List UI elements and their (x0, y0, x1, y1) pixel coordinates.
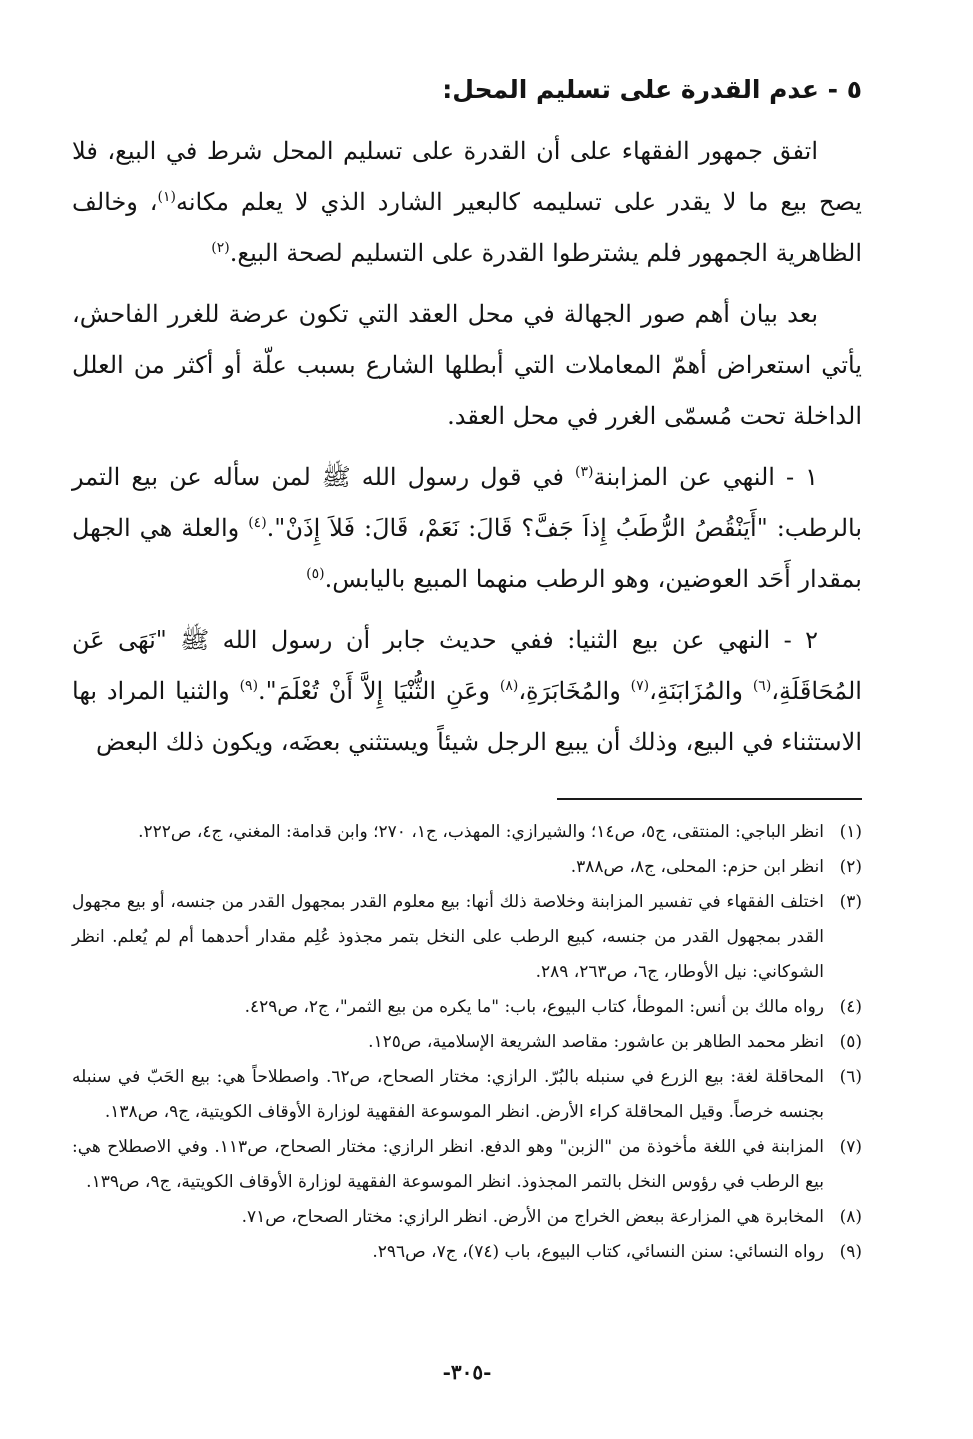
paragraph-text: والمُخَابَرَةِ، (518, 677, 631, 705)
footnote-divider (557, 798, 862, 800)
footnote-text: المحاقلة لغة: بيع الزرع في سنبله بالبُرّ. الرازي: مختار الصحاح، ص٦٢. واصطلاحاً هي: بيع الحَبّ في سنبله بجنسه خرصاً. وقيل المحاقلة كراء الأرض. انظر الموسوعة الفقهية لوزارة الأوقاف الكويتية، ج٩، ص١٣٨. (72, 1067, 825, 1122)
paragraph-text: اتفق جمهور الفقهاء على أن القدرة على تسليم المحل شرط في البيع، فلا يصح بيع ما لا يقدر على تسليمه كالبعير الشارد الذي لا يعلم مكانه (72, 137, 862, 216)
footnote-item (72, 885, 862, 990)
footnote-text: رواه النسائي: سنن النسائي، كتاب البيوع، باب (٧٤)، ج٧، ص٢٩٦. (372, 1242, 824, 1262)
paragraph-text: وعَنِ الثُّنْيَا إِلاَّ أَنْ تُعْلَمَ". (258, 677, 500, 705)
footnote-number: (٨) (839, 1207, 862, 1227)
footnote-item (72, 1235, 862, 1270)
paragraph-text: والمُزَابَنَةِ، (649, 677, 753, 705)
footnote-ref[interactable]: (٥) (306, 566, 325, 582)
paragraph-text: ٢ - النهي عن بيع الثنيا: ففي حديث جابر أن رسول الله ﷺ "نَهَى عَن المُحَاقَلَةِ، (72, 626, 862, 705)
footnote-ref[interactable]: (٨) (499, 678, 519, 694)
footnote-item (72, 815, 862, 850)
footnote-number: (٦) (839, 1067, 862, 1087)
paragraph-text: والثنيا المراد بها الاستثناء في البيع، وذلك أن يبيع الرجل شيئاً ويستثني بعضَه، ويكون ذلك البعض (72, 677, 862, 756)
footnote-text: المزابنة في اللغة مأخوذة من "الزبن" وهو الدفع. انظر الرازي: مختار الصحاح، ص١١٣. وفي الاصطلاح هي: بيع الرطب في رؤوس النخل بالتمر المجذوذ. انظر الموسوعة الفقهية لوزارة الأوقاف الكويتية، ج٩، ص١٣٩. (72, 1137, 824, 1192)
footnotes (72, 815, 862, 1270)
footnote-item (72, 1200, 862, 1235)
footnote-text: المخابرة هي المزارعة ببعض الخراج من الأرض. انظر الرازي: مختار الصحاح، ص٧١. (241, 1207, 824, 1227)
footnote-ref[interactable]: (٣) (575, 464, 594, 480)
paragraph-2 (72, 289, 862, 442)
footnote-ref[interactable]: (١) (157, 189, 176, 205)
footnote-number: (٣) (839, 892, 862, 912)
footnote-text: انظر ابن حزم: المحلى، ج٨، ص٣٨٨. (570, 857, 824, 877)
footnote-number: (١) (839, 822, 862, 842)
footnote-item (72, 1060, 862, 1130)
paragraph-text: ، وخالف الظاهرية الجمهور فلم يشترطوا القدرة على التسليم لصحة البيع. (72, 188, 862, 267)
footnote-number: (٧) (839, 1137, 862, 1157)
paragraph-text: والعلة هي الجهل بمقدار أَحَد العوضين، وهو الرطب منهما المبيع باليابس. (72, 514, 862, 593)
section-heading: ٥ - عدم القدرة على تسليم المحل: (442, 75, 862, 104)
footnote-text: رواه مالك بن أنس: الموطأ، كتاب البيوع، باب: "ما يكره من بيع الثمر"، ج٢، ص٤٢٩. (244, 997, 824, 1017)
paragraph-text: في قول رسول الله ﷺ لمن سأله عن بيع التمر بالرطب: "أَيَنْقُصُ الرُّطَبُ إِذاَ جَفَّ؟ قَالَ: نَعَمْ، قَالَ: فَلاَ إِذَنْ". (72, 463, 863, 542)
book-page (72, 70, 862, 1410)
paragraph-4 (72, 615, 862, 768)
footnote-item (72, 850, 862, 885)
footnote-ref[interactable]: (٦) (752, 678, 772, 694)
footnote-item (72, 1025, 862, 1060)
footnote-ref[interactable]: (٩) (239, 678, 259, 694)
footnote-number: (٥) (839, 1032, 862, 1052)
footnote-item (72, 1130, 862, 1200)
page-number: -٣٠٥- (442, 1360, 492, 1384)
footnote-text: انظر محمد الطاهر بن عاشور: مقاصد الشريعة الإسلامية، ص١٢٥. (368, 1032, 824, 1052)
footnote-item (72, 990, 862, 1025)
footnote-ref[interactable]: (٢) (211, 240, 230, 256)
footnote-text: اختلف الفقهاء في تفسير المزابنة وخلاصة ذلك أنها: بيع معلوم القدر بمجهول القدر من جنسه، أو بيع مجهول القدر بمجهول القدر من جنسه، كبيع الرطب على النخل بتمر مجذوذ عُلِم مقدار أحدهما أم لم يُعلم. انظر الشوكاني: نيل الأوطار، ج٦، ص٢٦٣، ٢٨٩. (72, 892, 824, 982)
paragraph-text: بعد بيان أهم صور الجهالة في محل العقد التي تكون عرضة للغرر الفاحش، يأتي استعراض أهمّ المعاملات التي أبطلها الشارع بسبب علّة أو أكثر من العلل الداخلة تحت مُسمّى الغرر في محل العقد. (72, 300, 862, 430)
footnote-number: (٩) (839, 1242, 862, 1262)
paragraph-3 (72, 452, 862, 605)
footnote-ref[interactable]: (٧) (630, 678, 650, 694)
paragraph-1 (72, 126, 862, 279)
footnote-number: (٤) (839, 997, 862, 1017)
footnote-ref[interactable]: (٤) (248, 515, 267, 531)
paragraph-text: ١ - النهي عن المزابنة (593, 463, 819, 491)
footnote-text: انظر الباجي: المنتقى، ج٥، ص١٤؛ والشيرازي: المهذب، ج١، ٢٧٠؛ وابن قدامة: المغني، ج٤، ص٢٢٢. (138, 822, 824, 842)
footnote-number: (٢) (839, 857, 862, 877)
